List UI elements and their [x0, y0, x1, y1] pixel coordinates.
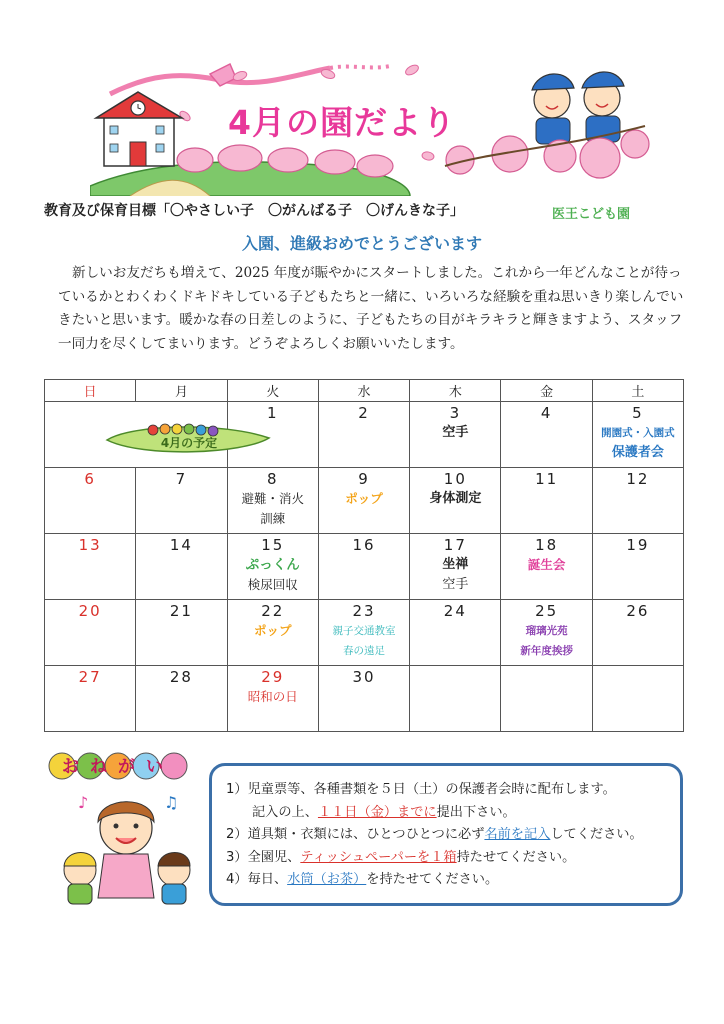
weekday-sun: 日: [45, 380, 136, 402]
event: 訓練: [260, 511, 286, 526]
weekday-wed: 水: [318, 380, 409, 402]
calendar-day: 4: [501, 402, 592, 468]
calendar-day: 11: [501, 468, 592, 534]
calendar-day: 15 ぷっくん 検尿回収: [227, 534, 318, 600]
water-bottle-highlight: 水筒（お茶）: [287, 872, 367, 887]
event: 身体測定: [429, 491, 482, 506]
calendar-day: 23 親子交通教室 春の遠足: [318, 600, 409, 666]
event: 避難・消火: [241, 491, 304, 506]
calendar-week: [45, 468, 684, 534]
plan-banner-cell: [45, 402, 228, 468]
calendar-day: 12: [592, 468, 683, 534]
calendar-day: 18 誕生会: [501, 534, 592, 600]
music-note-icon: ♫: [164, 793, 179, 812]
weekday-header-row: [45, 380, 684, 402]
calendar-day: 13: [45, 534, 136, 600]
calendar-day: 24: [410, 600, 501, 666]
event: 誕生会: [527, 557, 566, 572]
event: 空手: [442, 425, 469, 440]
greeting-heading: 入園、進級おめでとうございます: [241, 234, 482, 253]
name-highlight: 名前を記入: [484, 827, 551, 842]
intro-paragraph: 新しいお友だちも増えて、2025 年度が賑やかにスタートしました。これから一年どんなことが待っているかとわくわくドキドキしている子どもたちと一緒に、いろいろな経験を重ね思いきり楽しんでいきたいと思います。暖かな春の日差しのように、子どもたちの目がキラキラと輝きますよう、スタッフ一同力を尽くしてまいります。どうぞよろしくお願いいたします。: [58, 265, 684, 352]
event: ポップ: [253, 623, 292, 638]
event: 親子交通教室: [332, 625, 396, 637]
calendar-day: 10 身体測定: [410, 468, 501, 534]
weekday-mon: 月: [136, 380, 227, 402]
event: 保護者会: [611, 445, 664, 460]
calendar-week: [45, 600, 684, 666]
calendar-day: 16: [318, 534, 409, 600]
calendar-day: 3 空手: [410, 402, 501, 468]
weekday-thu: 木: [410, 380, 501, 402]
kindergarten-name: 医王こども園: [552, 207, 631, 222]
calendar-day: 22 ポップ: [227, 600, 318, 666]
april-calendar: [44, 379, 684, 732]
event: 新年度挨拶: [520, 645, 573, 657]
music-note-icon: ♪: [78, 793, 89, 812]
calendar-day-empty: [592, 666, 683, 732]
calendar-day: 17 坐禅 空手: [410, 534, 501, 600]
calendar-day: 20: [45, 600, 136, 666]
notice-item: 2）道具類・衣類には、ひとつひとつに必ず名前を記入してください。: [226, 827, 643, 842]
calendar-day: 19: [592, 534, 683, 600]
onegai-illustration: [40, 748, 210, 908]
calendar-day: 14: [136, 534, 227, 600]
event: 瑠璃光苑: [525, 625, 568, 637]
onegai-label: おねがい: [62, 757, 174, 777]
calendar-day: 29 昭和の日: [227, 666, 318, 732]
notice-list: [226, 779, 643, 892]
deadline-highlight: １１日（金）までに: [317, 804, 437, 820]
calendar-day-empty: [501, 666, 592, 732]
calendar-day: 7: [136, 468, 227, 534]
calendar-day: 28: [136, 666, 227, 732]
notice-item: 4）毎日、水筒（お茶）を持たせてください。: [226, 872, 499, 887]
calendar-week: [45, 402, 684, 468]
weekday-sat: 土: [592, 380, 683, 402]
tissue-highlight: ティッシュペーパーを１箱: [300, 849, 457, 865]
calendar-day: 6: [45, 468, 136, 534]
calendar-day: 21: [136, 600, 227, 666]
event: 春の遠足: [343, 645, 386, 657]
plan-banner-label: 4月の予定: [160, 436, 218, 450]
calendar-day-empty: [410, 666, 501, 732]
notice-item: 3）全園児、ティッシュペーパーを１箱持たせてください。: [226, 849, 576, 865]
weekday-tue: 火: [227, 380, 318, 402]
calendar-day: 26: [592, 600, 683, 666]
weekday-fri: 金: [501, 380, 592, 402]
calendar-week: [45, 534, 684, 600]
calendar-day: 1: [227, 402, 318, 468]
education-goals: 教育及び保育目標「〇やさしい子 〇がんばる子 〇げんきな子」: [44, 203, 464, 219]
calendar-day: 30: [318, 666, 409, 732]
event: 開園式・入園式: [601, 427, 675, 439]
calendar-day: 5 開園式・入園式 保護者会: [592, 402, 683, 468]
event: ぷっくん: [245, 557, 300, 573]
event: 昭和の日: [247, 689, 298, 704]
event: 坐禅: [442, 557, 469, 572]
calendar-day: 2: [318, 402, 409, 468]
calendar-day: 25 瑠璃光苑 新年度挨拶: [501, 600, 592, 666]
calendar-day: 8 避難・消火 訓練: [227, 468, 318, 534]
calendar-day: 27: [45, 666, 136, 732]
notice-item: 記入の上、１１日（金）までに提出下さい。: [252, 804, 516, 820]
event: ポップ: [345, 491, 383, 506]
calendar-day: 9 ポップ: [318, 468, 409, 534]
event: 空手: [442, 577, 469, 592]
calendar-week: [45, 666, 684, 732]
event: 検尿回収: [247, 577, 298, 592]
notice-item: 1）児童票等、各種書類を５日（土）の保護者会時に配布します。: [226, 782, 616, 797]
newsletter-title: 4月の園だより: [228, 103, 456, 142]
